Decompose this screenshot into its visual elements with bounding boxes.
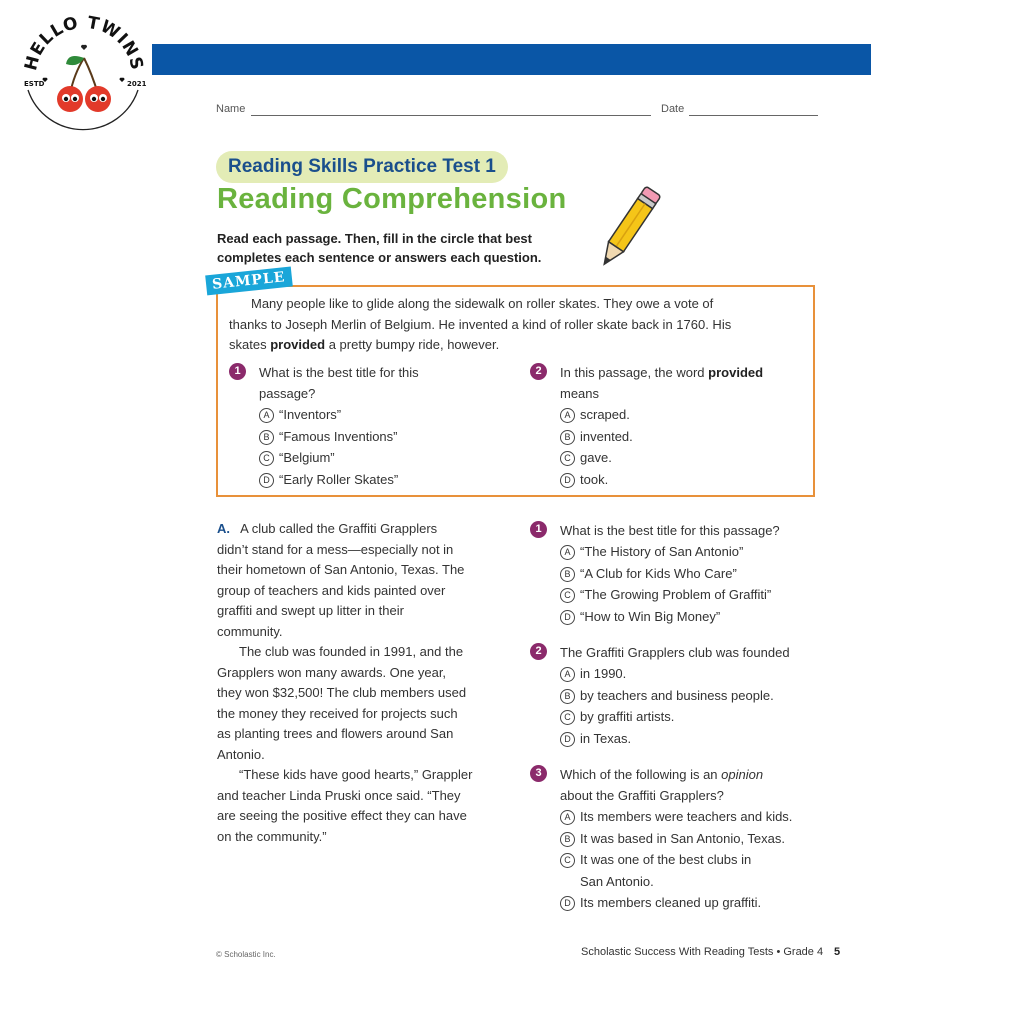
date-line[interactable] <box>689 104 818 116</box>
passage-line: group of teachers and kids painted over <box>217 582 446 598</box>
sample-badge: SAMPLE <box>205 267 292 296</box>
passage-line: A. A club called the Graffiti Grapplers <box>217 521 438 536</box>
answer-bubble-icon: C <box>560 853 575 868</box>
question-number: 2 <box>530 363 547 380</box>
question-number: 3 <box>530 765 547 782</box>
page-title: Reading Comprehension <box>217 183 567 215</box>
question-number: 1 <box>229 363 246 380</box>
passage-line: on the community.” <box>217 828 327 844</box>
answer-option[interactable]: C by graffiti artists. <box>560 706 830 728</box>
pencil-icon <box>590 176 670 276</box>
passage-line: and teacher Linda Pruski once said. “They <box>217 787 461 803</box>
passage-a <box>217 519 517 847</box>
question-text: Which of the following is an opinion <box>560 767 764 782</box>
passage-line: Antonio. <box>217 746 265 762</box>
question-number: 2 <box>530 643 547 660</box>
answer-option[interactable]: D took. <box>560 469 810 491</box>
passage-line: as planting trees and flowers around San <box>217 726 454 741</box>
answer-bubble-icon: C <box>560 588 575 603</box>
question-text: passage? <box>259 386 316 401</box>
answer-option[interactable]: A Its members were teachers and kids. <box>560 806 830 828</box>
sample-passage <box>229 294 809 356</box>
answer-bubble-icon: C <box>259 451 274 466</box>
answer-bubble-icon: C <box>560 451 575 466</box>
answer-bubble-icon: B <box>560 832 575 847</box>
answer-option[interactable]: A scraped. <box>560 404 810 426</box>
page-number: 5 <box>834 946 841 958</box>
instructions: Read each passage. Then, fill in the circle that best completes each sentence or answers each question. <box>217 231 542 265</box>
hello-twins-logo <box>18 14 148 139</box>
passage-line: Grapplers won many awards. One year, <box>217 664 447 680</box>
question-text: What is the best title for this passage? <box>560 523 780 538</box>
passage-line: graffiti and swept up litter in their <box>217 603 404 618</box>
sample-question-2 <box>530 362 810 490</box>
answer-option[interactable]: C “Belgium” <box>259 447 489 469</box>
answer-bubble-icon: A <box>560 667 575 682</box>
sample-question-1 <box>229 362 489 490</box>
sample-passage-line: skates provided a pretty bumpy ride, however. <box>229 337 500 352</box>
question-text: The Graffiti Grapplers club was founded <box>560 645 790 660</box>
answer-bubble-icon: A <box>259 408 274 423</box>
answer-option[interactable]: A in 1990. <box>560 663 830 685</box>
answer-option[interactable]: C It was one of the best clubs in <box>560 849 830 871</box>
answer-bubble-icon: B <box>560 689 575 704</box>
answer-bubble-icon: B <box>560 430 575 445</box>
question-text: In this passage, the word provided <box>560 365 764 380</box>
footer-copyright: © Scholastic Inc. <box>216 950 276 959</box>
question-text: What is the best title for this <box>259 365 419 380</box>
answer-option[interactable]: B “A Club for Kids Who Care” <box>560 563 830 585</box>
answer-bubble-icon: A <box>560 408 575 423</box>
answer-bubble-icon: B <box>560 567 575 582</box>
passage-line: they won $32,500! The club members used <box>217 685 467 700</box>
question-number: 1 <box>530 521 547 538</box>
sample-passage-line: thanks to Joseph Merlin of Belgium. He invented a kind of roller skate back in 1760. His <box>229 316 732 332</box>
sample-passage-line: Many people like to glide along the sidewalk on roller skates. They owe a vote of <box>251 296 714 311</box>
answer-option[interactable]: C “The Growing Problem of Graffiti” <box>560 584 830 606</box>
logo-brand-text: HELLO TWINS <box>21 14 147 73</box>
passage-line: the money they received for projects such <box>217 705 458 721</box>
passage-label: A. <box>217 521 230 536</box>
answer-bubble-icon: D <box>560 473 575 488</box>
answer-bubble-icon: A <box>560 810 575 825</box>
passage-line: their hometown of San Antonio, Texas. The <box>217 562 465 577</box>
answer-bubble-icon: D <box>560 732 575 747</box>
question-2 <box>530 642 830 749</box>
name-line[interactable] <box>251 104 651 116</box>
date-label: Date <box>661 103 685 115</box>
answer-option[interactable]: B invented. <box>560 426 810 448</box>
answer-bubble-icon: D <box>560 610 575 625</box>
answer-option[interactable]: C gave. <box>560 447 810 469</box>
question-3 <box>530 764 830 914</box>
answer-option[interactable]: D Its members cleaned up graffiti. <box>560 892 830 914</box>
answer-bubble-icon: D <box>259 473 274 488</box>
passage-line: are seeing the positive effect they can have <box>217 808 467 823</box>
answer-bubble-icon: D <box>560 896 575 911</box>
test-subtitle: Reading Skills Practice Test 1 <box>216 151 508 183</box>
passage-line: community. <box>217 623 283 639</box>
answer-option[interactable]: B “Famous Inventions” <box>259 426 489 448</box>
answer-option[interactable]: B by teachers and business people. <box>560 685 830 707</box>
passage-line: The club was founded in 1991, and the <box>239 644 464 659</box>
answer-bubble-icon: C <box>560 710 575 725</box>
answer-option[interactable]: D “Early Roller Skates” <box>259 469 489 491</box>
question-1 <box>530 520 830 627</box>
logo-estd: ESTD <box>24 80 45 88</box>
name-label: Name <box>216 103 246 115</box>
answer-option[interactable]: B It was based in San Antonio, Texas. <box>560 828 830 850</box>
question-text: about the Graffiti Grapplers? <box>560 788 724 803</box>
answer-bubble-icon: A <box>560 545 575 560</box>
svg-text:HELLO TWINS <box>21 14 147 73</box>
answer-bubble-icon: B <box>259 430 274 445</box>
logo-year: 2021 <box>127 80 147 88</box>
passage-line: didn’t stand for a mess—especially not in <box>217 541 454 557</box>
answer-option[interactable]: D in Texas. <box>560 728 830 750</box>
header-bar <box>152 44 871 75</box>
question-text: means <box>560 386 600 401</box>
footer-book-title: Scholastic Success With Reading Tests • Grade 4 <box>581 946 824 958</box>
passage-line: “These kids have good hearts,” Grappler <box>239 767 473 782</box>
answer-option[interactable]: A “The History of San Antonio” <box>560 541 830 563</box>
answer-option[interactable]: A “Inventors” <box>259 404 489 426</box>
answer-option-continued: San Antonio. <box>580 873 654 889</box>
answer-option[interactable]: D “How to Win Big Money” <box>560 606 830 628</box>
cherry-logo-icon <box>18 14 148 139</box>
